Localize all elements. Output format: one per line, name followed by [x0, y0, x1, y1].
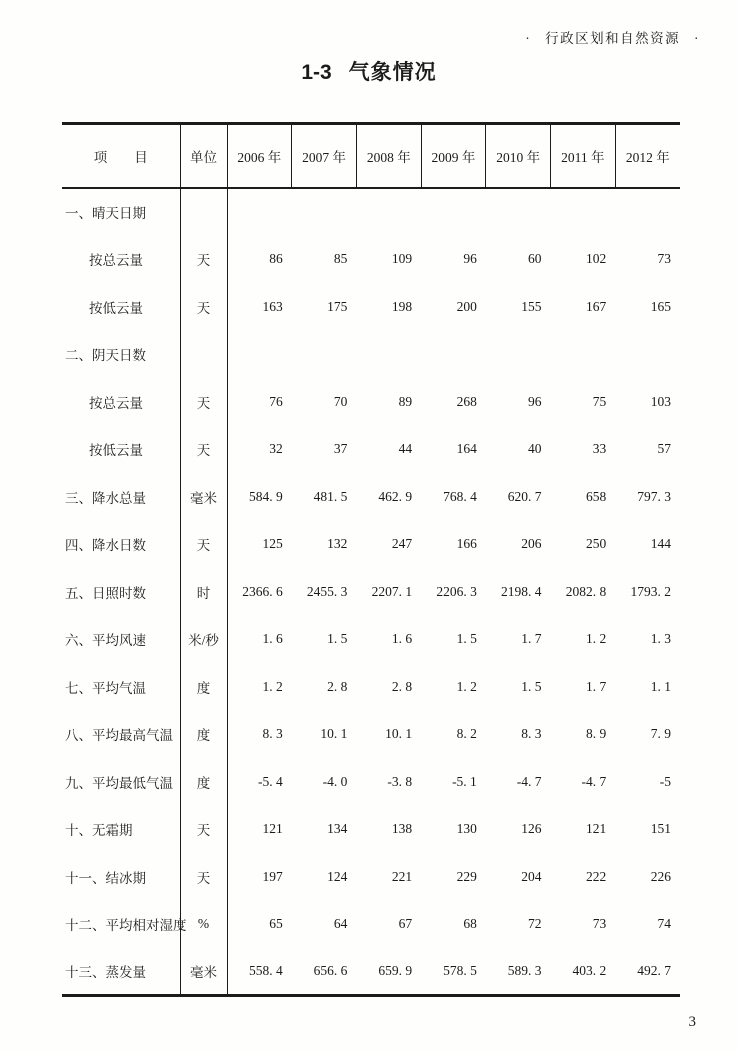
cell-value [356, 188, 421, 236]
cell-value [551, 331, 616, 379]
row-unit: 天 [180, 806, 227, 854]
cell-value: 481. 5 [313, 488, 348, 504]
cell-value [615, 331, 680, 379]
row-unit [180, 188, 227, 236]
cell-value: 229 [456, 868, 477, 884]
cell-value: 198 [391, 298, 413, 314]
row-unit: 毫米 [180, 948, 227, 996]
table-row [62, 901, 680, 949]
table-row [62, 948, 680, 996]
row-label: 按低云量 [62, 426, 180, 474]
cell-value: 85 [333, 251, 348, 267]
row-unit: % [180, 901, 227, 949]
cell-value: 167 [585, 298, 607, 314]
cell-value: 658 [585, 488, 607, 504]
table-row [62, 188, 680, 236]
cell-value: 1. 7 [521, 631, 542, 647]
cell-value: 68 [463, 916, 477, 932]
row-unit: 天 [180, 853, 227, 901]
row-label: 十三、蒸发量 [62, 948, 180, 996]
table-row [62, 806, 680, 854]
row-unit: 时 [180, 568, 227, 616]
table-row [62, 616, 680, 664]
cell-value: 2198. 4 [501, 583, 542, 599]
cell-value: 1. 3 [650, 631, 671, 647]
cell-value: 1. 2 [585, 631, 607, 647]
table-header-row [62, 124, 680, 189]
col-header-year: 2009 年 [421, 124, 486, 189]
col-header-year: 2010 年 [486, 124, 551, 189]
cell-value [421, 188, 486, 236]
cell-value: 1. 2 [456, 678, 477, 694]
cell-value: 65 [269, 916, 283, 932]
cell-value: 8. 2 [456, 726, 477, 742]
cell-value: -5 [659, 773, 671, 789]
cell-value: 659. 9 [378, 963, 413, 978]
cell-value: -3. 8 [387, 773, 413, 789]
cell-value: 197 [262, 868, 283, 884]
cell-value: -4. 7 [581, 773, 607, 789]
cell-value: -4. 7 [516, 773, 542, 789]
cell-value [227, 188, 292, 236]
row-unit: 度 [180, 711, 227, 759]
cell-value: -5. 1 [452, 773, 477, 789]
cell-value: 462. 9 [378, 488, 413, 504]
cell-value: 144 [650, 536, 671, 552]
cell-value: 32 [269, 441, 283, 457]
cell-value: 60 [528, 251, 542, 267]
cell-value: 138 [391, 821, 413, 837]
row-unit: 天 [180, 378, 227, 426]
cell-value: 578. 5 [443, 963, 477, 978]
cell-value: 57 [657, 441, 671, 457]
page-number: 3 [688, 1014, 696, 1030]
cell-value: 155 [521, 298, 542, 314]
col-header-item: 项 目 [62, 124, 180, 189]
row-label: 二、阴天日数 [62, 331, 180, 379]
row-unit: 度 [180, 758, 227, 806]
cell-value: 204 [521, 868, 542, 884]
cell-value: 1. 5 [456, 631, 477, 647]
table-row [62, 473, 680, 521]
col-header-year: 2008 年 [356, 124, 421, 189]
cell-value: 8. 9 [585, 726, 607, 742]
cell-value: 584. 9 [248, 488, 283, 504]
table-number: 1-3 [301, 61, 332, 84]
cell-value: 8. 3 [262, 726, 283, 742]
cell-value [227, 331, 292, 379]
weather-stats-table [62, 122, 680, 997]
cell-value: 89 [398, 393, 413, 409]
col-header-year: 2006 年 [227, 124, 292, 189]
cell-value [292, 331, 357, 379]
cell-value: 7. 9 [650, 726, 671, 742]
col-header-year: 2011 年 [551, 124, 616, 189]
row-label: 按低云量 [62, 283, 180, 331]
row-label: 九、平均最低气温 [62, 758, 180, 806]
cell-value [486, 331, 551, 379]
table-header [62, 124, 680, 189]
cell-value: 797. 3 [637, 488, 671, 504]
row-unit: 天 [180, 236, 227, 284]
table-row [62, 663, 680, 711]
cell-value: 96 [463, 251, 477, 267]
row-unit: 天 [180, 283, 227, 331]
cell-value: 2455. 3 [306, 583, 348, 599]
cell-value: 40 [528, 441, 542, 457]
table-row [62, 853, 680, 901]
row-label: 五、日照时数 [62, 568, 180, 616]
cell-value: 96 [528, 393, 542, 409]
cell-value: -4. 0 [322, 773, 348, 789]
cell-value: 268 [456, 393, 477, 409]
cell-value: 126 [521, 821, 542, 837]
cell-value: 130 [456, 821, 477, 837]
cell-value: 1. 1 [650, 678, 671, 694]
cell-value: 2082. 8 [565, 583, 607, 599]
row-label: 七、平均气温 [62, 663, 180, 711]
cell-value [356, 331, 421, 379]
cell-value: 121 [262, 821, 283, 837]
cell-value: 1. 5 [327, 631, 348, 647]
cell-value: 165 [650, 298, 671, 314]
cell-value: 132 [327, 536, 348, 552]
cell-value: 76 [269, 393, 283, 409]
row-unit: 天 [180, 426, 227, 474]
row-label: 十、无霜期 [62, 806, 180, 854]
cell-value: 125 [262, 536, 283, 552]
row-unit: 米/秒 [180, 616, 227, 664]
cell-value: 222 [585, 868, 607, 884]
cell-value: 73 [657, 251, 671, 267]
row-unit: 天 [180, 521, 227, 569]
cell-value: 64 [333, 916, 348, 932]
table-title-text: 气象情况 [348, 61, 437, 84]
cell-value: 2206. 3 [436, 583, 477, 599]
cell-value: 200 [456, 298, 477, 314]
row-label: 十一、结冰期 [62, 853, 180, 901]
cell-value: 492. 7 [637, 963, 671, 978]
table-row [62, 331, 680, 379]
cell-value: 121 [585, 821, 607, 837]
cell-value: 656. 6 [313, 963, 348, 978]
cell-value: 2207. 1 [371, 583, 413, 599]
row-label: 按总云量 [62, 378, 180, 426]
row-label: 八、平均最高气温 [62, 711, 180, 759]
cell-value: 124 [327, 868, 348, 884]
table-row [62, 758, 680, 806]
cell-value: 1. 6 [262, 631, 283, 647]
cell-value: 2. 8 [391, 678, 413, 694]
cell-value: 67 [398, 916, 413, 932]
cell-value: 221 [391, 868, 413, 884]
cell-value [421, 331, 486, 379]
row-label: 六、平均风速 [62, 616, 180, 664]
table-row [62, 236, 680, 284]
cell-value: 1793. 2 [630, 583, 671, 599]
cell-value: 247 [391, 536, 413, 552]
cell-value [486, 188, 551, 236]
cell-value: 206 [521, 536, 542, 552]
cell-value: 1. 7 [585, 678, 607, 694]
row-label: 十二、平均相对湿度 [62, 901, 180, 949]
cell-value: -5. 4 [257, 773, 283, 789]
row-label: 按总云量 [62, 236, 180, 284]
cell-value: 403. 2 [572, 963, 607, 978]
cell-value: 8. 3 [521, 726, 542, 742]
row-unit: 毫米 [180, 473, 227, 521]
cell-value: 558. 4 [248, 963, 283, 978]
cell-value [292, 188, 357, 236]
cell-value: 166 [456, 536, 477, 552]
cell-value: 73 [592, 916, 607, 932]
cell-value: 768. 4 [443, 488, 477, 504]
cell-value: 37 [333, 441, 348, 457]
cell-value: 175 [327, 298, 348, 314]
row-unit: 度 [180, 663, 227, 711]
cell-value: 1. 2 [262, 678, 283, 694]
running-header: · 行政区划和自然资源 · [525, 31, 700, 46]
cell-value: 109 [391, 251, 413, 267]
cell-value: 10. 1 [385, 726, 413, 742]
cell-value: 75 [592, 393, 607, 409]
cell-value: 163 [262, 298, 283, 314]
cell-value: 589. 3 [507, 963, 542, 978]
row-label: 四、降水日数 [62, 521, 180, 569]
cell-value: 164 [456, 441, 477, 457]
table-row [62, 378, 680, 426]
cell-value: 70 [333, 393, 348, 409]
cell-value: 33 [592, 441, 607, 457]
table-body [62, 188, 680, 996]
cell-value: 151 [650, 821, 671, 837]
col-header-year: 2007 年 [292, 124, 357, 189]
table-row [62, 283, 680, 331]
cell-value: 72 [528, 916, 542, 932]
cell-value: 102 [585, 251, 607, 267]
cell-value: 74 [657, 916, 671, 932]
cell-value: 44 [398, 441, 413, 457]
cell-value: 250 [585, 536, 607, 552]
cell-value: 1. 5 [521, 678, 542, 694]
cell-value: 2. 8 [327, 678, 348, 694]
page-title [0, 56, 738, 86]
table-row [62, 521, 680, 569]
cell-value: 103 [650, 393, 671, 409]
cell-value: 10. 1 [320, 726, 348, 742]
cell-value [615, 188, 680, 236]
table-row [62, 711, 680, 759]
cell-value [551, 188, 616, 236]
cell-value: 2366. 6 [242, 583, 283, 599]
row-label: 一、晴天日期 [62, 188, 180, 236]
cell-value: 86 [269, 251, 283, 267]
cell-value: 134 [327, 821, 348, 837]
col-header-unit: 单位 [180, 124, 227, 189]
cell-value: 620. 7 [507, 488, 542, 504]
table-row [62, 426, 680, 474]
row-unit [180, 331, 227, 379]
col-header-year: 2012 年 [615, 124, 680, 189]
cell-value: 226 [650, 868, 671, 884]
row-label: 三、降水总量 [62, 473, 180, 521]
table-row [62, 568, 680, 616]
cell-value: 1. 6 [391, 631, 413, 647]
